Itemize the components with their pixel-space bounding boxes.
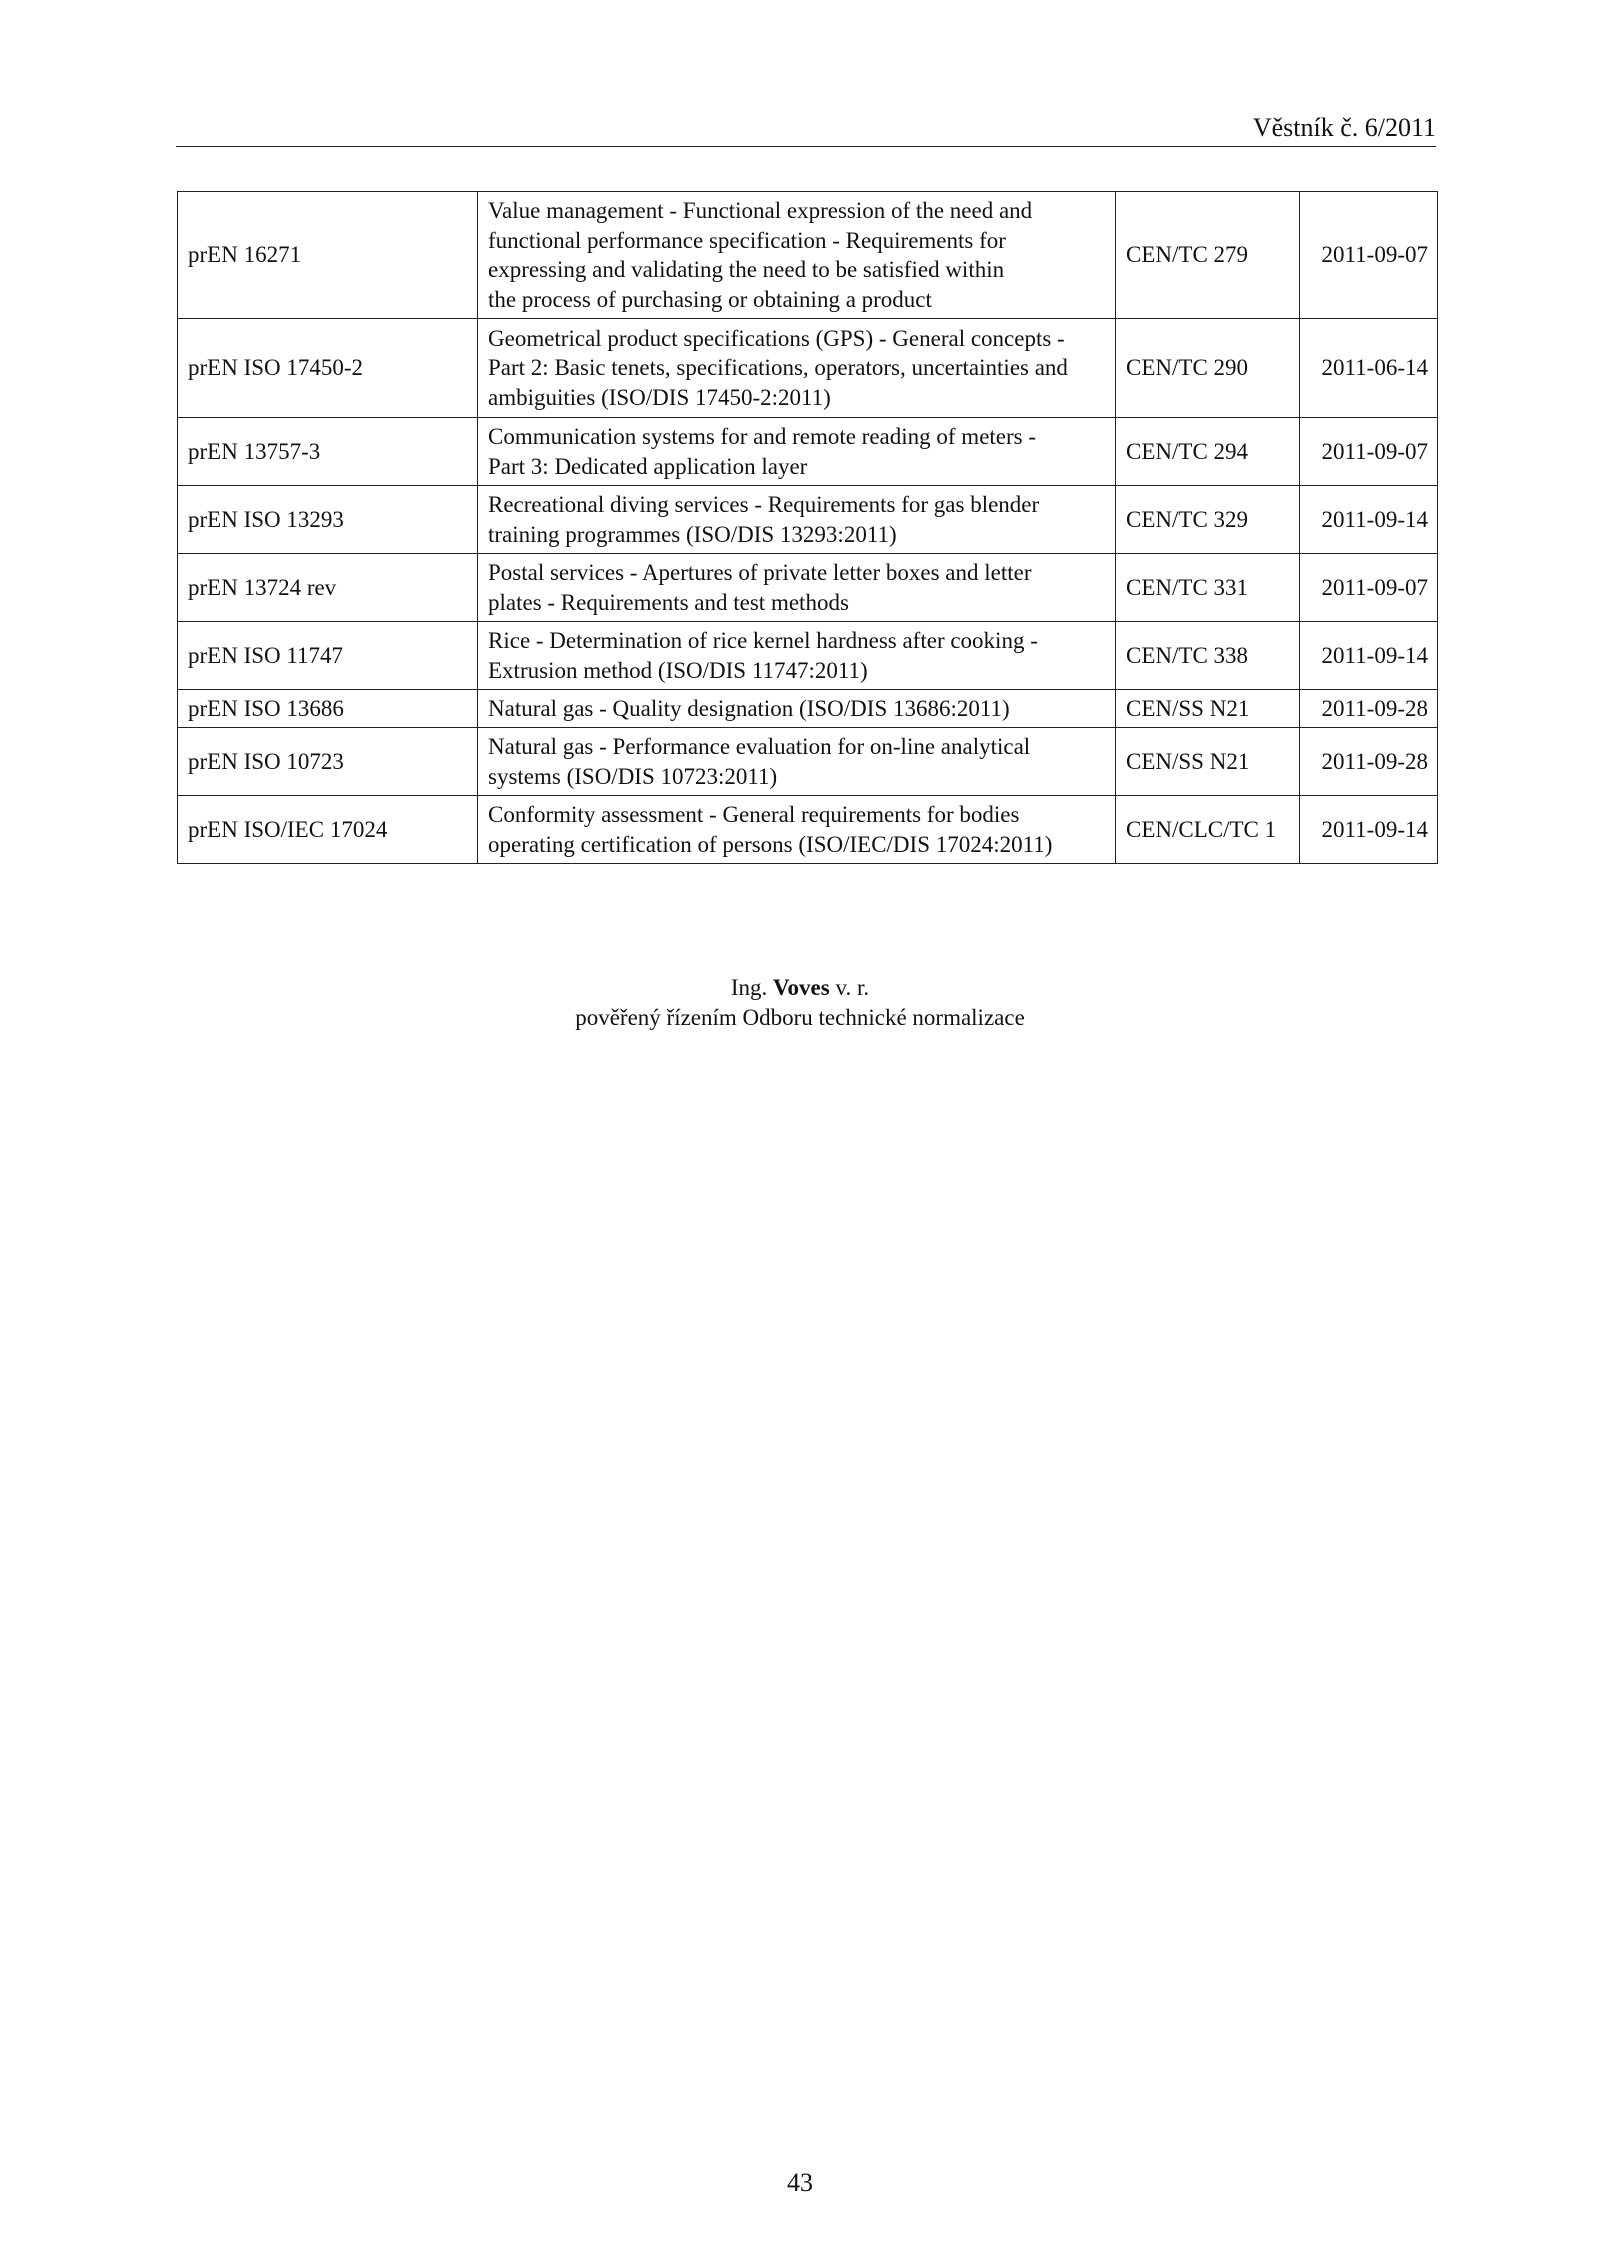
technical-committee: CEN/CLC/TC 1	[1116, 796, 1300, 864]
technical-committee: CEN/TC 331	[1116, 554, 1300, 622]
signature-prefix: Ing.	[730, 975, 768, 1000]
standard-code: prEN ISO 17450-2	[178, 319, 478, 418]
comment-deadline: 2011-09-07	[1300, 554, 1438, 622]
comment-deadline: 2011-09-07	[1300, 418, 1438, 486]
standard-title-line: Natural gas - Quality designation (ISO/DIS 13686:2011)	[488, 695, 1010, 721]
standard-code: prEN 13724 rev	[178, 554, 478, 622]
standard-code: prEN ISO 13686	[178, 690, 478, 728]
standard-title-line: expressing and validating the need to be satisfied within	[488, 257, 1005, 282]
standard-code: prEN 13757-3	[178, 418, 478, 486]
technical-committee: CEN/TC 294	[1116, 418, 1300, 486]
table-row	[178, 622, 1438, 690]
journal-title: Věstník č. 6/2011	[1252, 113, 1436, 142]
table-row	[178, 486, 1438, 554]
table-row	[178, 796, 1438, 864]
standard-title	[478, 486, 1116, 554]
comment-deadline: 2011-09-14	[1300, 796, 1438, 864]
standard-title-line: Geometrical product specifications (GPS) - General concepts -	[488, 325, 1065, 351]
comment-deadline: 2011-09-14	[1300, 622, 1438, 690]
table-row	[178, 418, 1438, 486]
standard-title-line: the process of purchasing or obtaining a product	[488, 286, 932, 312]
standard-title	[478, 418, 1116, 486]
standard-code: prEN 16271	[178, 192, 478, 319]
standard-title	[478, 554, 1116, 622]
signatory-role: pověřený řízením Odboru technické normalizace	[575, 1005, 1025, 1030]
table-row	[178, 554, 1438, 622]
standard-code: prEN ISO/IEC 17024	[178, 796, 478, 864]
standard-title	[478, 796, 1116, 864]
page-header	[176, 108, 1436, 147]
technical-committee: CEN/TC 279	[1116, 192, 1300, 319]
comment-deadline: 2011-09-07	[1300, 192, 1438, 319]
signature-name-line	[0, 973, 1600, 1003]
standard-title-line: Recreational diving services - Requirements for gas blender	[488, 492, 1040, 517]
standard-code: prEN ISO 13293	[178, 486, 478, 554]
table-row	[178, 690, 1438, 728]
standard-code: prEN ISO 10723	[178, 728, 478, 796]
technical-committee: CEN/TC 338	[1116, 622, 1300, 690]
standard-code: prEN ISO 11747	[178, 622, 478, 690]
table-row	[178, 319, 1438, 418]
comment-deadline: 2011-09-14	[1300, 486, 1438, 554]
standard-title-line: Conformity assessment - General requirements for bodies	[488, 802, 1020, 827]
standard-title-line: training programmes (ISO/DIS 13293:2011)	[488, 521, 897, 547]
standard-title	[478, 319, 1116, 418]
standard-title-line: ambiguities (ISO/DIS 17450-2:2011)	[488, 384, 831, 410]
standard-title-line: Part 2: Basic tenets, specifications, operators, uncertainties and	[488, 355, 1068, 381]
standard-title-line: Rice - Determination of rice kernel hardness after cooking -	[488, 628, 1038, 653]
standard-title-line: functional performance specification - Requirements for	[488, 227, 1006, 253]
standard-title-line: Value management - Functional expression of the need and	[488, 198, 1033, 223]
standard-title	[478, 622, 1116, 690]
comment-deadline: 2011-09-28	[1300, 690, 1438, 728]
standard-title-line: Extrusion method (ISO/DIS 11747:2011)	[488, 657, 868, 683]
standard-title	[478, 728, 1116, 796]
table-row	[178, 192, 1438, 319]
signature-suffix: v. r.	[835, 975, 870, 1000]
technical-committee: CEN/TC 290	[1116, 319, 1300, 418]
table-row	[178, 728, 1438, 796]
page-number: 43	[787, 2168, 813, 2197]
comment-deadline: 2011-09-28	[1300, 728, 1438, 796]
signature-block	[0, 973, 1600, 1033]
standard-title-line: plates - Requirements and test methods	[488, 589, 849, 615]
technical-committee: CEN/SS N21	[1116, 728, 1300, 796]
signatory-name: Voves	[773, 975, 830, 1000]
standard-title-line: Communication systems for and remote reading of meters -	[488, 424, 1037, 449]
standard-title-line: systems (ISO/DIS 10723:2011)	[488, 763, 778, 789]
standard-title-line: Postal services - Apertures of private letter boxes and letter	[488, 560, 1032, 585]
standards-table	[177, 191, 1438, 864]
standard-title	[478, 192, 1116, 319]
technical-committee: CEN/TC 329	[1116, 486, 1300, 554]
technical-committee: CEN/SS N21	[1116, 690, 1300, 728]
comment-deadline: 2011-06-14	[1300, 319, 1438, 418]
standard-title-line: Part 3: Dedicated application layer	[488, 453, 808, 479]
standard-title	[478, 690, 1116, 728]
standard-title-line: operating certification of persons (ISO/IEC/DIS 17024:2011)	[488, 831, 1053, 857]
standard-title-line: Natural gas - Performance evaluation for on-line analytical	[488, 734, 1031, 759]
